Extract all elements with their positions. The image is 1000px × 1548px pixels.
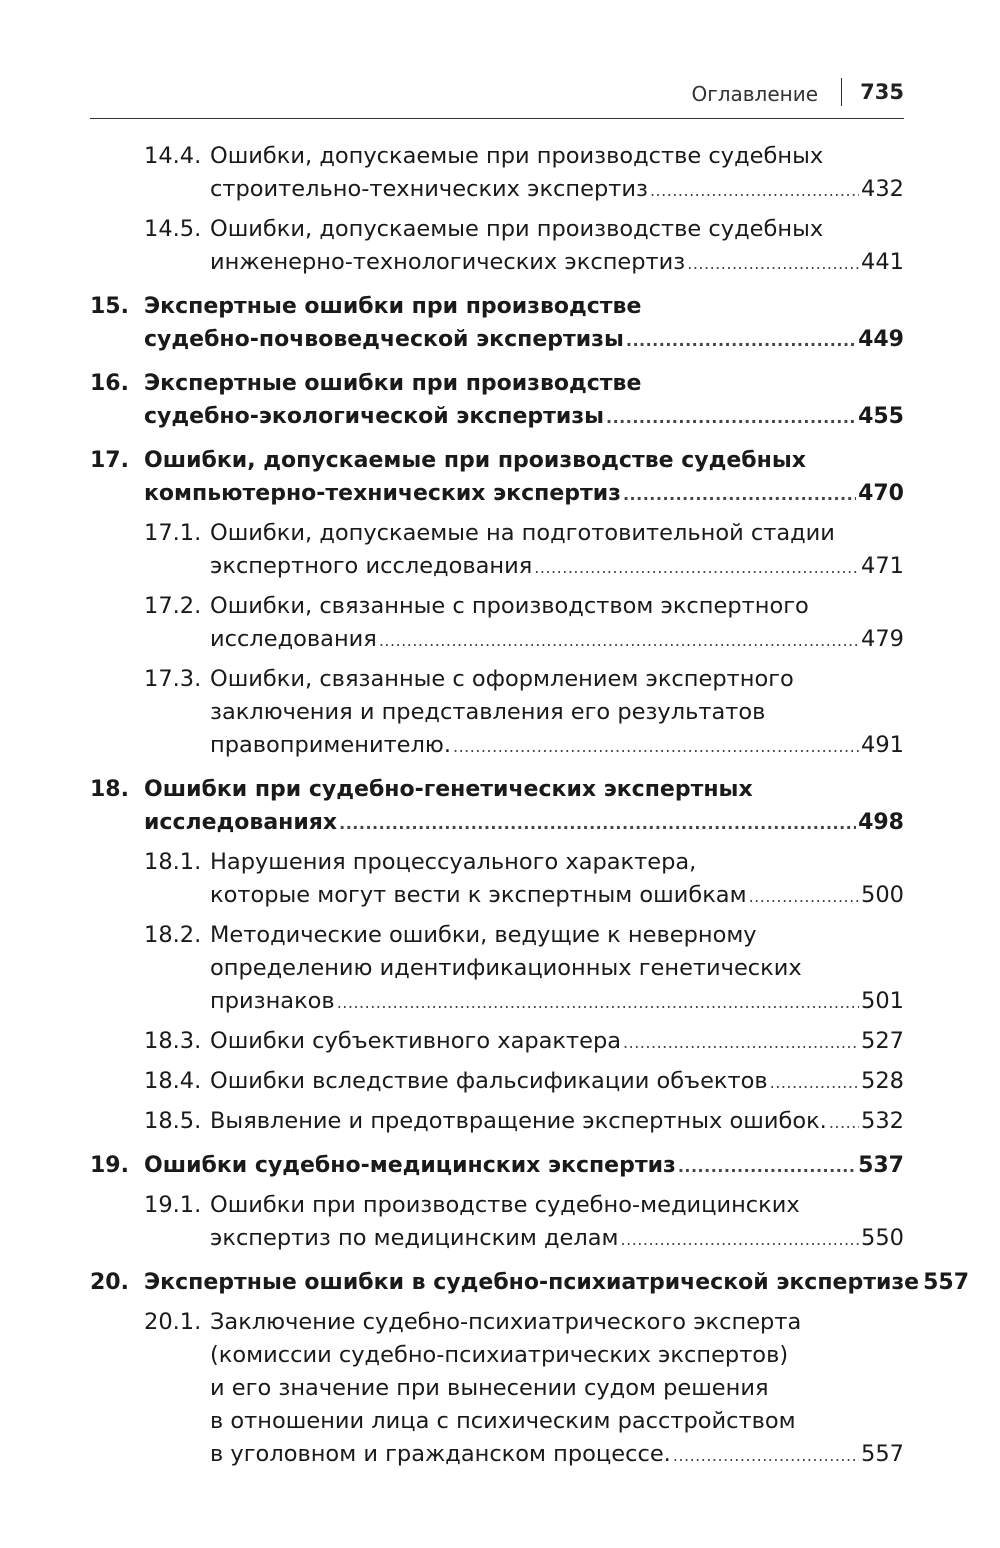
dot-leader <box>606 401 856 434</box>
toc-entry-title-line: (комиссии судебно-психиатрических экспертов) <box>210 1342 789 1368</box>
toc-entry-title-line: которые могут вести к экспертным ошибкам <box>210 882 747 908</box>
toc-subsection-entry <box>90 213 904 280</box>
toc-entry-title-line: экспертиз по медицинским делам <box>210 1225 619 1251</box>
toc-entry-title-line: Экспертные ошибки при производстве <box>144 371 642 396</box>
dot-leader <box>673 1439 859 1472</box>
toc-entry-number: 17.2. <box>144 593 202 619</box>
page-number: 735 <box>860 80 904 104</box>
dot-leader <box>829 1106 859 1139</box>
toc-entry-title-line: судебно-экологической экспертизы <box>144 404 605 429</box>
toc-chapter-entry <box>90 444 904 511</box>
toc-entry-page: 557 <box>923 1270 970 1295</box>
toc-entry-title-line: компьютерно-технических экспертиз <box>144 481 621 506</box>
toc-entry-number: 14.5. <box>144 216 202 242</box>
dot-leader <box>770 1066 859 1099</box>
toc-entry-title-line: правоприменителю. <box>210 732 451 758</box>
toc-entry-title-line: Ошибки, допускаемые при производстве судебных <box>210 143 824 169</box>
running-header <box>90 78 904 119</box>
dot-leader <box>678 1150 856 1183</box>
toc-entry-title-line: Заключение судебно-психиатрического эксперта <box>210 1309 802 1335</box>
toc-entry-title-line: строительно-технических экспертиз <box>210 176 648 202</box>
table-of-contents <box>90 140 970 1472</box>
toc-entry-page: 557 <box>861 1441 904 1467</box>
toc-entry-title-line: Ошибки при судебно-генетических экспертных <box>144 777 753 802</box>
toc-entry-number: 17.3. <box>144 666 202 692</box>
toc-subsection-entry <box>90 846 904 913</box>
toc-entry-page: 537 <box>858 1153 904 1178</box>
toc-entry-title-line: Ошибки, допускаемые на подготовительной стадии <box>210 520 835 546</box>
toc-chapter-entry <box>90 367 904 434</box>
dot-leader <box>534 551 859 584</box>
toc-entry-number: 16. <box>90 371 129 396</box>
toc-entry-title-line: в уголовном и гражданском процессе. <box>210 1441 671 1467</box>
toc-subsection-entry <box>90 663 904 763</box>
toc-entry-title-line: Ошибки, допускаемые при производстве судебных <box>144 448 806 473</box>
toc-entry-page: 470 <box>858 481 904 506</box>
toc-entry-number: 18.2. <box>144 922 202 948</box>
toc-entry-title-line: Ошибки, связанные с производством экспертного <box>210 593 809 619</box>
toc-entry-title-line: признаков <box>210 988 335 1014</box>
toc-subsection-entry <box>90 1306 904 1472</box>
toc-entry-title-line: Экспертные ошибки в судебно-психиатрической экспертизе <box>144 1270 920 1295</box>
toc-entry-page: 500 <box>861 882 904 908</box>
toc-entry-title-line: определению идентификационных генетических <box>210 955 802 981</box>
dot-leader <box>687 247 859 280</box>
toc-entry-number: 20. <box>90 1270 129 1295</box>
toc-entry-page: 479 <box>861 626 904 652</box>
toc-entry-title-line: Ошибки при производстве судебно-медицинских <box>210 1192 800 1218</box>
toc-entry-title-line: Нарушения процессуального характера, <box>210 849 697 875</box>
toc-entry-number: 19. <box>90 1153 129 1178</box>
dot-leader <box>379 624 859 657</box>
toc-entry-number: 20.1. <box>144 1309 202 1335</box>
toc-entry-number: 15. <box>90 294 129 319</box>
toc-entry-page: 455 <box>858 404 904 429</box>
toc-entry-page: 441 <box>861 249 904 275</box>
toc-entry-page: 527 <box>861 1028 904 1054</box>
toc-chapter-entry <box>90 773 904 840</box>
toc-entry-number: 18.4. <box>144 1068 202 1094</box>
header-title: Оглавление <box>691 82 818 106</box>
toc-chapter-entry <box>90 290 904 357</box>
toc-entry-title-line: Методические ошибки, ведущие к неверному <box>210 922 757 948</box>
toc-subsection-entry <box>90 517 904 584</box>
toc-entry-title-line: заключения и представления его результатов <box>210 699 766 725</box>
toc-entry-title-line: судебно-почвоведческой экспертизы <box>144 327 624 352</box>
toc-entry-title-line: Ошибки субъективного характера <box>210 1028 622 1054</box>
dot-leader <box>453 730 859 763</box>
toc-entry-title-line: Ошибки судебно-медицинских экспертиз <box>144 1153 676 1178</box>
dot-leader <box>626 324 856 357</box>
dot-leader <box>339 807 856 840</box>
toc-entry-title-line: Ошибки, связанные с оформлением экспертного <box>210 666 794 692</box>
toc-entry-page: 532 <box>861 1108 904 1134</box>
toc-entry-number: 17.1. <box>144 520 202 546</box>
toc-chapter-entry <box>90 1149 904 1183</box>
toc-entry-page: 498 <box>858 810 904 835</box>
toc-entry-title-line: Ошибки, допускаемые при производстве судебных <box>210 216 824 242</box>
toc-entry-number: 17. <box>90 448 129 473</box>
toc-entry-page: 471 <box>861 553 904 579</box>
toc-subsection-entry <box>90 1025 904 1059</box>
toc-entry-title-line: инженерно-технологических экспертиз <box>210 249 686 275</box>
toc-entry-number: 18.1. <box>144 849 202 875</box>
toc-entry-page: 491 <box>861 732 904 758</box>
toc-subsection-entry <box>90 919 904 1019</box>
toc-entry-number: 18.5. <box>144 1108 202 1134</box>
toc-entry-page: 449 <box>858 327 904 352</box>
toc-entry-page: 528 <box>861 1068 904 1094</box>
toc-entry-number: 19.1. <box>144 1192 202 1218</box>
toc-entry-title-line: в отношении лица с психическим расстройством <box>210 1408 796 1434</box>
toc-subsection-entry <box>90 140 904 207</box>
toc-entry-number: 14.4. <box>144 143 202 169</box>
toc-subsection-entry <box>90 1065 904 1099</box>
toc-entry-title-line: и его значение при вынесении судом решения <box>210 1375 769 1401</box>
dot-leader <box>623 478 856 511</box>
toc-entry-page: 550 <box>861 1225 904 1251</box>
toc-entry-page: 432 <box>861 176 904 202</box>
toc-chapter-entry <box>90 1266 970 1300</box>
toc-entry-page: 501 <box>861 988 904 1014</box>
toc-entry-title-line: Выявление и предотвращение экспертных ошибок. <box>210 1108 827 1134</box>
toc-subsection-entry <box>90 590 904 657</box>
dot-leader <box>337 986 859 1019</box>
dot-leader <box>650 174 859 207</box>
toc-entry-title-line: Экспертные ошибки при производстве <box>144 294 642 319</box>
toc-subsection-entry <box>90 1105 904 1139</box>
toc-entry-number: 18. <box>90 777 129 802</box>
toc-subsection-entry <box>90 1189 904 1256</box>
dot-leader <box>621 1223 860 1256</box>
dot-leader <box>623 1026 859 1059</box>
dot-leader <box>749 880 859 913</box>
toc-entry-title-line: Ошибки вследствие фальсификации объектов <box>210 1068 768 1094</box>
toc-entry-number: 18.3. <box>144 1028 202 1054</box>
toc-entry-title-line: исследования <box>210 626 377 652</box>
toc-entry-title-line: экспертного исследования <box>210 553 533 579</box>
header-separator <box>841 78 843 106</box>
toc-entry-title-line: исследованиях <box>144 810 338 835</box>
